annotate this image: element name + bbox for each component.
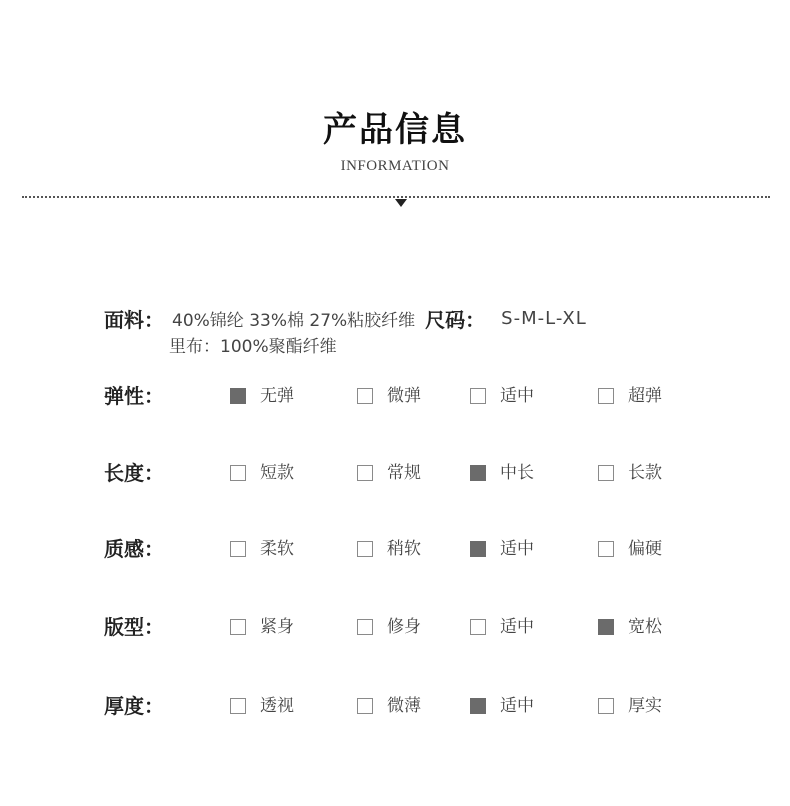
unchecked-box	[357, 619, 373, 635]
page-subtitle: INFORMATION	[340, 158, 450, 174]
option-label: 微弹	[387, 386, 421, 406]
option	[357, 540, 421, 558]
unchecked-box	[230, 465, 246, 481]
unchecked-box	[598, 388, 614, 404]
checked-box	[470, 465, 486, 481]
option	[230, 618, 294, 636]
option	[230, 540, 294, 558]
option	[598, 387, 662, 405]
option-label: 柔软	[260, 539, 294, 559]
option	[470, 387, 534, 405]
option	[470, 697, 534, 715]
unchecked-box	[357, 388, 373, 404]
unchecked-box	[230, 541, 246, 557]
option-label: 偏硬	[628, 539, 662, 559]
option	[357, 464, 421, 482]
option-label: 短款	[260, 463, 294, 483]
option	[598, 464, 662, 482]
unchecked-box	[470, 619, 486, 635]
fabric-value: 40%锦纶 33%棉 27%粘胶纤维	[172, 310, 416, 331]
fabric-size-row	[104, 304, 587, 332]
option-label: 稍软	[387, 539, 421, 559]
unchecked-box	[357, 541, 373, 557]
option	[357, 697, 421, 715]
down-arrow-icon	[395, 199, 407, 207]
dotted-divider	[22, 196, 770, 198]
option	[230, 464, 294, 482]
unchecked-box	[357, 698, 373, 714]
option-label: 适中	[500, 386, 534, 406]
attribute-row-fit	[104, 612, 744, 642]
option	[598, 618, 662, 636]
option	[357, 618, 421, 636]
option-label: 微薄	[387, 696, 421, 716]
attribute-label: 长度：	[104, 461, 164, 485]
checked-box	[230, 388, 246, 404]
option-label: 修身	[387, 617, 421, 637]
option	[230, 697, 294, 715]
fabric-label: 面料：	[104, 307, 164, 332]
unchecked-box	[230, 619, 246, 635]
option-label: 超弹	[628, 386, 662, 406]
option-label: 长款	[628, 463, 662, 483]
option	[598, 540, 662, 558]
unchecked-box	[598, 541, 614, 557]
option-label: 适中	[500, 539, 534, 559]
attribute-label: 厚度：	[104, 694, 164, 718]
page-title: 产品信息	[323, 110, 467, 150]
size-label: 尺码：	[425, 307, 486, 332]
attribute-row-elasticity	[104, 381, 744, 411]
unchecked-box	[230, 698, 246, 714]
unchecked-box	[598, 698, 614, 714]
checked-box	[470, 698, 486, 714]
unchecked-box	[598, 465, 614, 481]
lining-value: 里布：100%聚酯纤维	[169, 337, 337, 357]
attribute-row-texture	[104, 534, 744, 564]
option	[598, 697, 662, 715]
size-value: S-M-L-XL	[501, 307, 587, 329]
option-label: 适中	[500, 617, 534, 637]
option	[470, 540, 534, 558]
option-label: 适中	[500, 696, 534, 716]
attribute-label: 版型：	[104, 615, 164, 639]
option	[230, 387, 294, 405]
unchecked-box	[357, 465, 373, 481]
option-label: 常规	[387, 463, 421, 483]
option	[470, 618, 534, 636]
checked-box	[470, 541, 486, 557]
option	[357, 387, 421, 405]
attribute-label: 弹性：	[104, 384, 164, 408]
option	[470, 464, 534, 482]
unchecked-box	[470, 388, 486, 404]
option-label: 透视	[260, 696, 294, 716]
option-label: 无弹	[260, 386, 294, 406]
option-label: 宽松	[628, 617, 662, 637]
checked-box	[598, 619, 614, 635]
option-label: 中长	[500, 463, 534, 483]
option-label: 紧身	[260, 617, 294, 637]
option-label: 厚实	[628, 696, 662, 716]
attribute-label: 质感：	[104, 537, 164, 561]
attribute-row-length	[104, 458, 744, 488]
attribute-row-thickness	[104, 691, 744, 721]
